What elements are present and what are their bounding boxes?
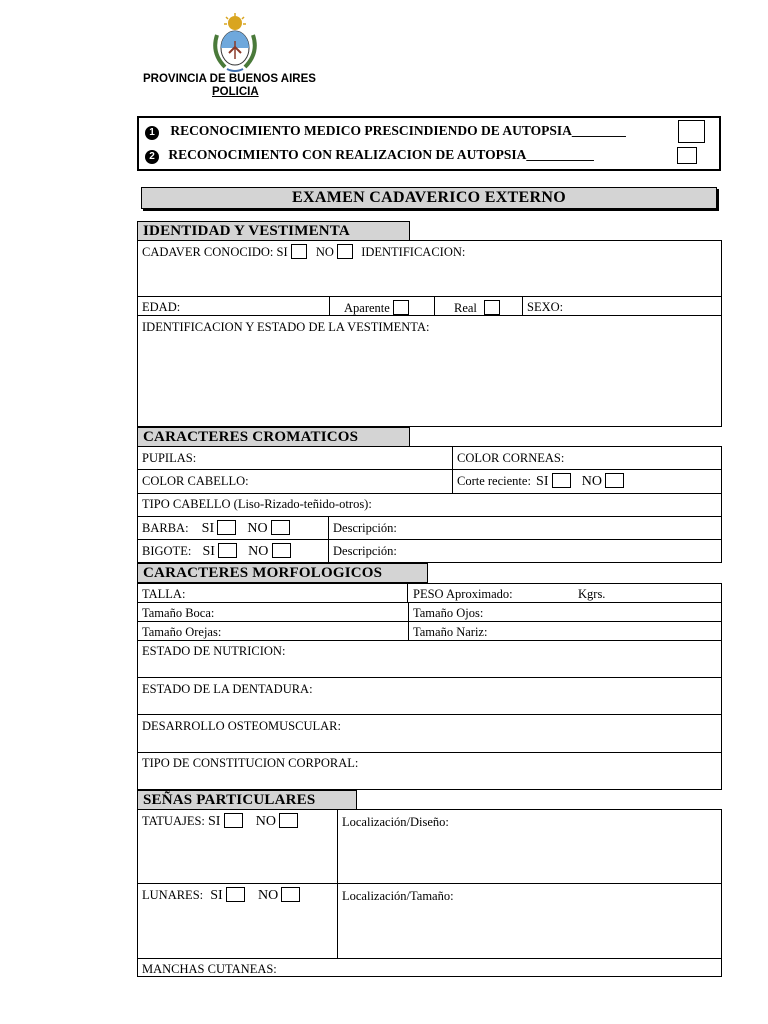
- tamano-ojos-label: Tamaño Ojos:: [413, 606, 484, 620]
- barba-descripcion-label: Descripción:: [333, 521, 397, 535]
- aparente-checkbox[interactable]: [393, 300, 409, 315]
- bigote-si-label: SI: [202, 544, 215, 559]
- barba-si-label: SI: [201, 521, 215, 536]
- section-header-morfologicos: CARACTERES MORFOLOGICOS: [137, 563, 428, 583]
- option-1: [145, 123, 626, 140]
- option-2: [145, 147, 594, 164]
- option-1-checkbox[interactable]: [678, 120, 705, 143]
- bigote-no-checkbox[interactable]: [272, 543, 291, 558]
- corte-si-label: SI: [536, 474, 549, 489]
- section-header-cromaticos: CARACTERES CROMATICOS: [137, 427, 410, 447]
- lunares-si-checkbox[interactable]: [226, 887, 245, 902]
- option-1-label: RECONOCIMIENTO MEDICO PRESCINDIENDO DE AUTOPSIA________: [170, 123, 626, 138]
- peso-label: PESO Aproximado:: [413, 587, 513, 601]
- aparente-label: Aparente: [344, 301, 390, 315]
- identificacion-label: IDENTIFICACION:: [361, 245, 466, 259]
- real-checkbox[interactable]: [484, 300, 500, 315]
- bigote-label: BIGOTE:: [142, 544, 192, 558]
- pupilas-label: PUPILAS:: [142, 451, 197, 465]
- lunares-no-checkbox[interactable]: [281, 887, 300, 902]
- cadaver-conocido-no-label: NO: [315, 245, 334, 259]
- tatuajes-label: TATUAJES:: [142, 814, 205, 828]
- color-corneas-label: COLOR CORNEAS:: [457, 451, 565, 465]
- color-cabello-label: COLOR CABELLO:: [142, 474, 249, 488]
- osteomuscular-label: DESARROLLO OSTEOMUSCULAR:: [142, 719, 341, 733]
- lunares-label: LUNARES:: [142, 888, 204, 902]
- sexo-label: SEXO:: [527, 300, 564, 314]
- dentadura-label: ESTADO DE LA DENTADURA:: [142, 682, 313, 696]
- tatuajes-no-checkbox[interactable]: [279, 813, 298, 828]
- cadaver-conocido-no-checkbox[interactable]: [337, 244, 353, 259]
- page-title: EXAMEN CADAVERICO EXTERNO: [292, 189, 566, 206]
- option-2-checkbox[interactable]: [677, 147, 697, 164]
- localizacion-tamano-label: Localización/Tamaño:: [342, 889, 454, 903]
- vestimenta-label: IDENTIFICACION Y ESTADO DE LA VESTIMENTA:: [142, 320, 430, 334]
- bigote-si-checkbox[interactable]: [218, 543, 237, 558]
- corte-no-label: NO: [581, 474, 602, 489]
- province-name: PROVINCIA DE BUENOS AIRES: [143, 73, 316, 85]
- corte-reciente-label: Corte reciente:: [457, 474, 531, 488]
- department-name: POLICIA: [212, 86, 259, 98]
- localizacion-diseno-label: Localización/Diseño:: [342, 815, 449, 829]
- barba-no-checkbox[interactable]: [271, 520, 290, 535]
- corte-si-checkbox[interactable]: [552, 473, 571, 488]
- lunares-si-label: SI: [210, 888, 223, 903]
- nutricion-label: ESTADO DE NUTRICION:: [142, 644, 286, 658]
- lunares-no-label: NO: [257, 888, 279, 903]
- coat-of-arms-icon: [209, 13, 261, 75]
- section-header-identidad: IDENTIDAD Y VESTIMENTA: [137, 221, 410, 241]
- corte-no-checkbox[interactable]: [605, 473, 624, 488]
- tamano-boca-label: Tamaño Boca:: [142, 606, 215, 620]
- real-label: Real: [454, 301, 477, 315]
- tatuajes-si-checkbox[interactable]: [224, 813, 243, 828]
- barba-label: BARBA:: [142, 521, 189, 535]
- kgrs-label: Kgrs.: [578, 587, 606, 601]
- talla-label: TALLA:: [142, 587, 186, 601]
- section-header-senas: SEÑAS PARTICULARES: [137, 790, 357, 810]
- barba-no-label: NO: [247, 521, 268, 536]
- tatuajes-si-label: SI: [208, 814, 221, 829]
- number-2-icon: 2: [145, 150, 159, 164]
- tamano-orejas-label: Tamaño Orejas:: [142, 625, 222, 639]
- edad-label: EDAD:: [142, 300, 181, 314]
- bigote-no-label: NO: [248, 544, 269, 559]
- tipo-cabello-label: TIPO CABELLO (Liso-Rizado-teñido-otros):: [142, 497, 372, 511]
- cadaver-conocido-label: CADAVER CONOCIDO: SI: [142, 245, 288, 259]
- tamano-nariz-label: Tamaño Nariz:: [413, 625, 488, 639]
- manchas-label: MANCHAS CUTANEAS:: [142, 962, 277, 976]
- number-1-icon: 1: [145, 126, 159, 140]
- cadaver-conocido-si-checkbox[interactable]: [291, 244, 307, 259]
- tatuajes-no-label: NO: [255, 814, 276, 829]
- option-2-label: RECONOCIMIENTO CON REALIZACION DE AUTOPSIA__________: [168, 147, 594, 162]
- barba-si-checkbox[interactable]: [217, 520, 236, 535]
- bigote-descripcion-label: Descripción:: [333, 544, 397, 558]
- constitucion-label: TIPO DE CONSTITUCION CORPORAL:: [142, 756, 359, 770]
- title-bar: [141, 187, 717, 209]
